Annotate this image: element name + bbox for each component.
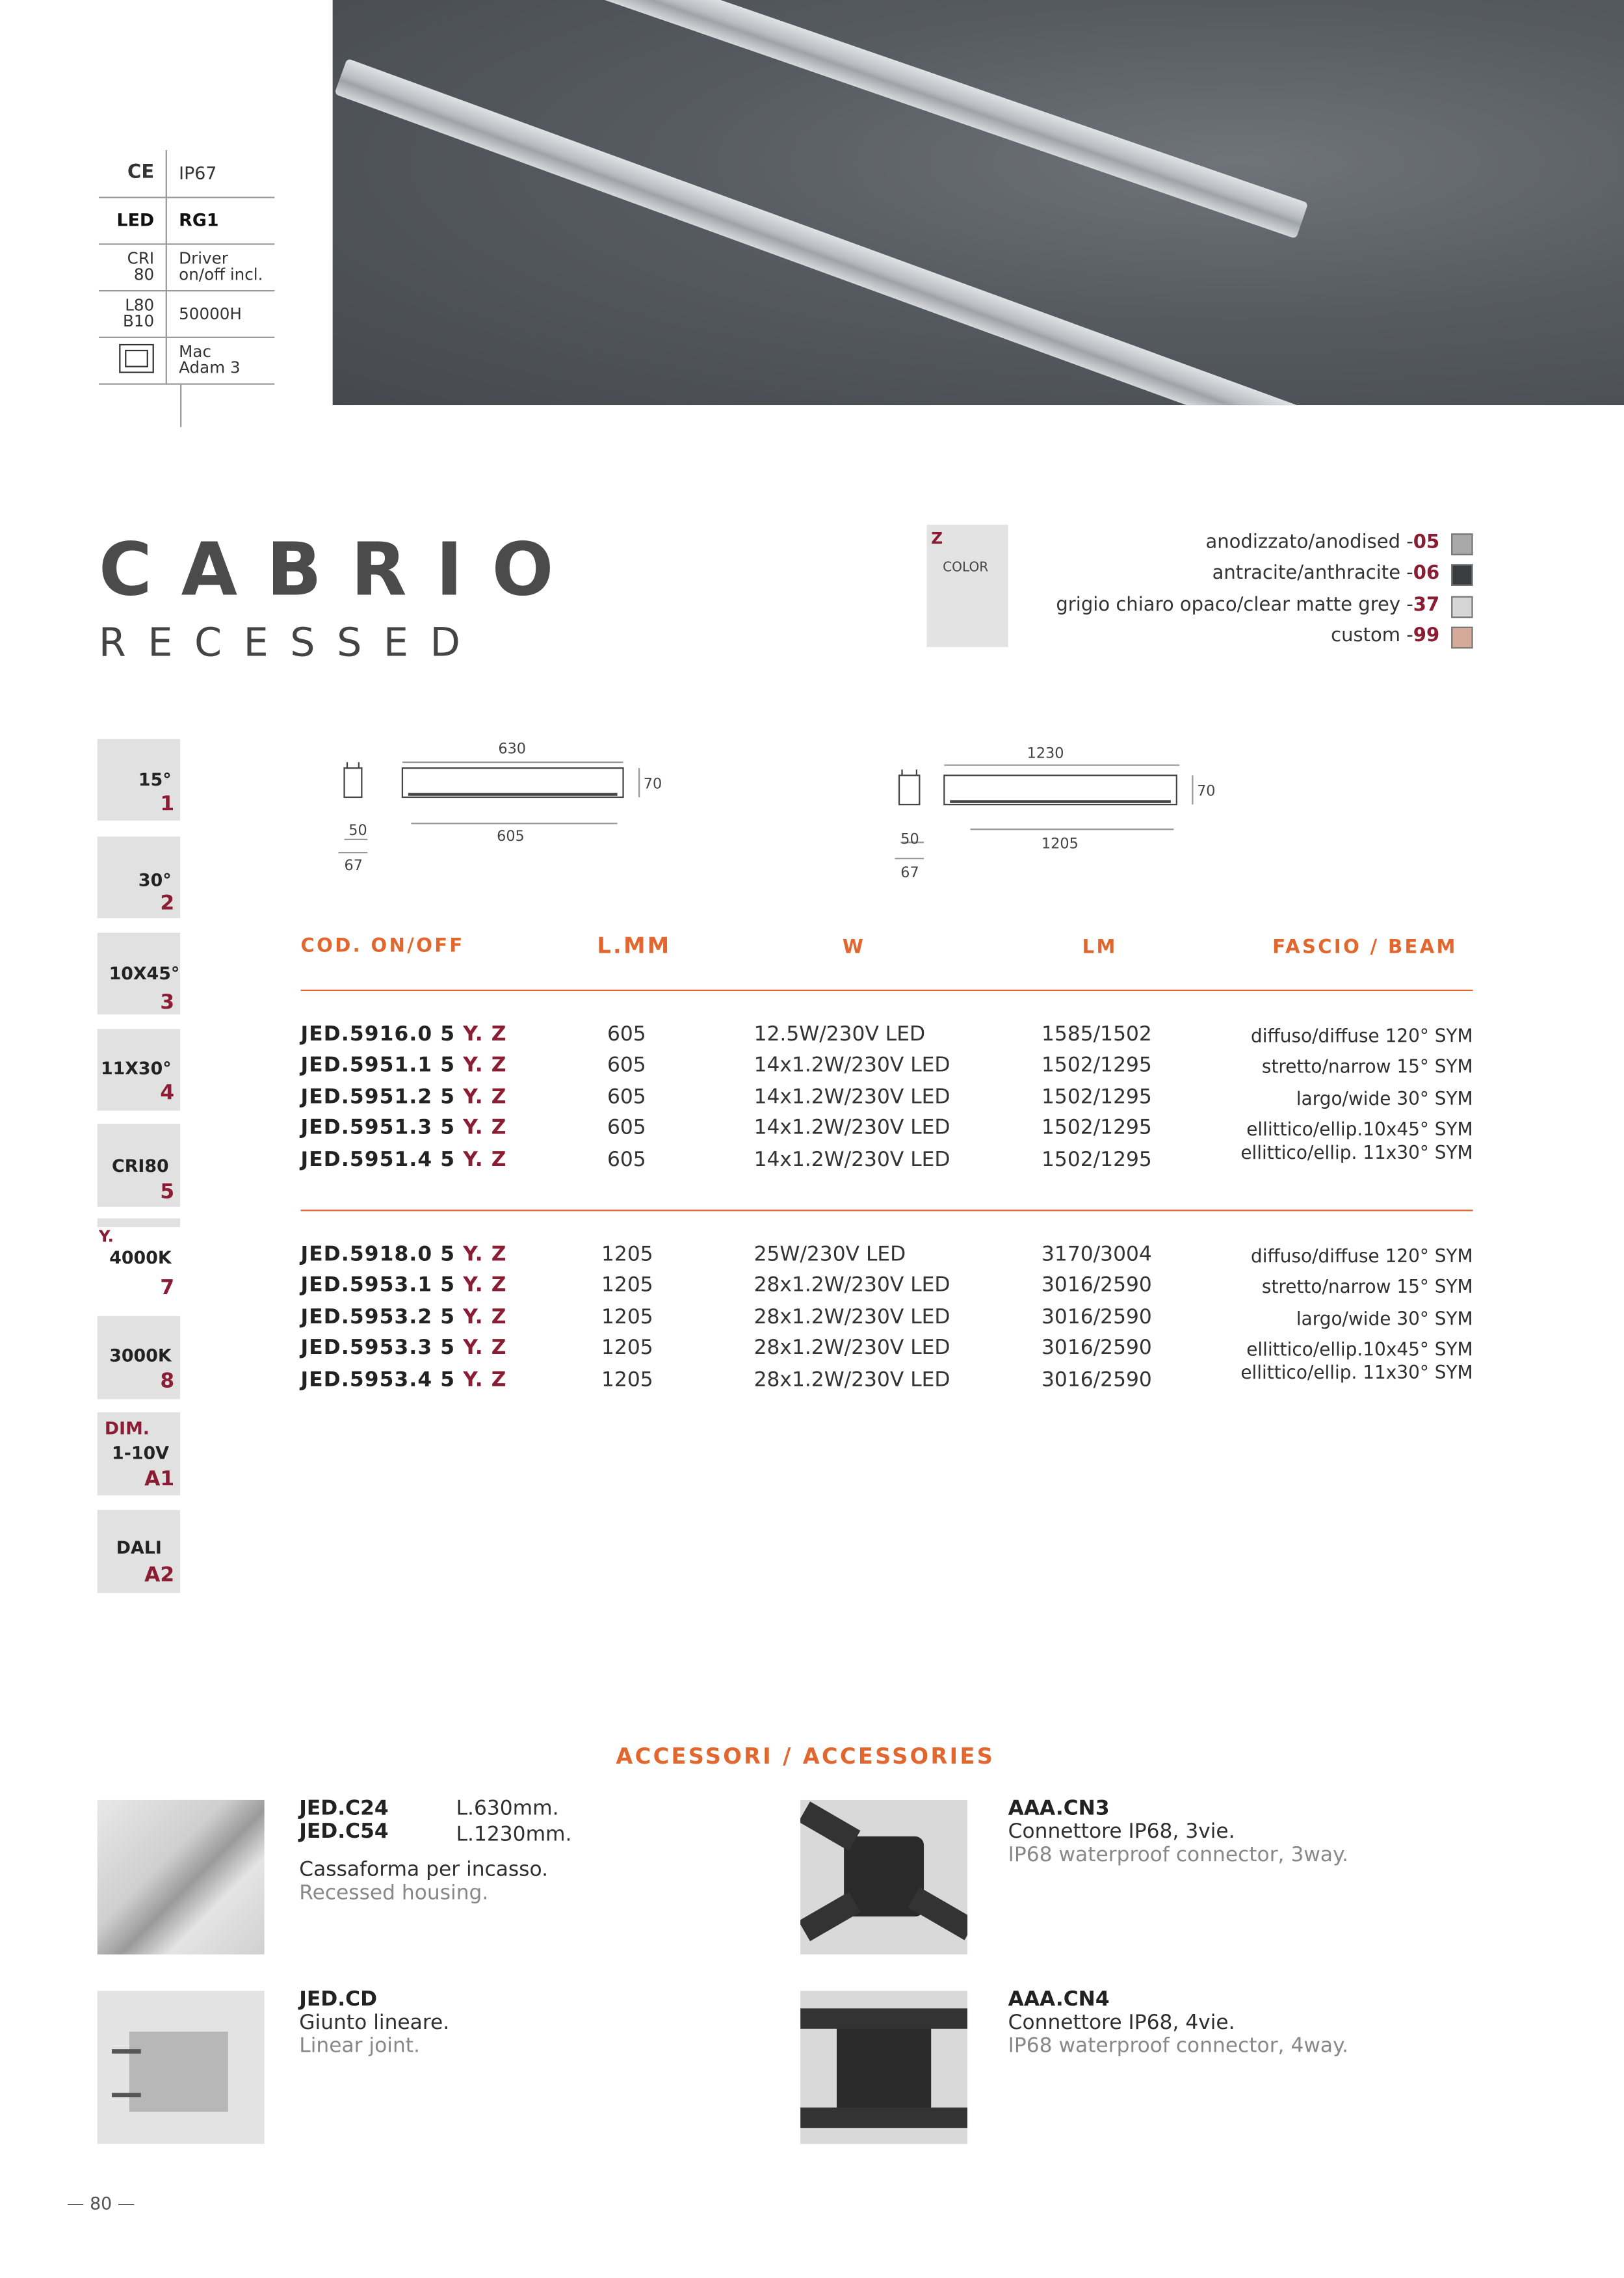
certification-table: CE IP67 LED RG1 CRI 80 Driver on/off incl. L80 B10 50000H Mac Adam 3 bbox=[99, 150, 274, 384]
ce-mark-icon: CE bbox=[99, 150, 166, 197]
option-10x45: 10X45° 3 bbox=[98, 933, 180, 1014]
product-title: CABRIO bbox=[98, 527, 583, 613]
color-box: Z COLOR bbox=[927, 525, 1008, 647]
header-divider bbox=[301, 990, 1473, 991]
finish-05: anodizzato/anodised -05 bbox=[1205, 532, 1439, 554]
header-length: L.MM bbox=[597, 933, 672, 959]
svg-text:630: 630 bbox=[498, 740, 527, 758]
drawing-1230 bbox=[883, 741, 1231, 886]
finish-37: grigio chiaro opaco/clear matte grey -37 bbox=[1056, 594, 1439, 616]
svg-text:70: 70 bbox=[643, 775, 662, 793]
swatch bbox=[1451, 533, 1473, 555]
swatch bbox=[1451, 627, 1473, 649]
accessory-housing: JED.C24 L.630mm. JED.C54 L.1230mm. Cassaforma per incasso. Recessed housing. bbox=[299, 1797, 572, 1905]
accessory-connector-4way: AAA.CN4 Connettore IP68, 4vie. IP68 waterproof connector, 4way. bbox=[1008, 1988, 1349, 2058]
finish-06: antracite/anthracite -06 bbox=[1212, 563, 1440, 585]
swatch bbox=[1451, 564, 1473, 586]
product-subtitle: RECESSED bbox=[98, 620, 482, 667]
recessed-housing-image bbox=[98, 1800, 265, 1955]
svg-text:70: 70 bbox=[1197, 782, 1216, 800]
svg-text:605: 605 bbox=[497, 828, 525, 845]
swatch bbox=[1451, 596, 1473, 618]
svg-text:1230: 1230 bbox=[1027, 745, 1064, 762]
catalog-page: CE IP67 LED RG1 CRI 80 Driver on/off incl. L80 B10 50000H Mac Adam 3 CABRIO RECESSED Z COLOR anodizzato/anodised -05 antracite/anthracite -06 grigio chiaro opaco/clear matte grey -37 custom -99 15° 1 30° 2 10X45° 3 11X30° 4 CRI80 5 Y. 4000K 7 3000K 8 DIM. 1-10V A1 DALI A2 630 605 70 50 67 1230 1205 70 50 67 COD. ON/OFF L.MM W LM FASCIO / BEAM JED.5916.0 5 Y. Z 605 12.5W/230V LED 1585/1502 diffuso/diffuse 120° SYM JED.5951.1 5 Y. Z 605 14x1.2W/230V LED 1502/1295 stretto/narrow 15° SYM JED.5951.2 5 Y. Z 605 14x1.2W/230V LED 1502/1295 largo/wide 30° SYM JED.5951.3 5 Y. Z 605 14x1.2W/230V LED 1502/1295 ellittico/ellip.10x45° SYM JED.5951.4 5 Y. Z 605 14x1.2W/230V LED 1502/1295 ellittico/ellip. 11x30° SYM JED.5918.0 5 Y. Z 1205 25W/230V LED 3170/3004 diffuso/diffuse 120° SYM JED.5953.1 5 Y. Z 1205 28x1.2W/230V LED 3016/2590 stretto/narrow 15° SYM JED.5953.2 5 Y. Z 1205 28x1.2W/230V LED 3016/2590 largo/wide 30° SYM JED.5953.3 5 Y. Z 1205 28x1.2W/230V LED 3016/2590 ellittico/ellip.10x45° SYM JED.5953.4 5 Y. Z 1205 28x1.2W/230V LED 3016/2590 ellittico/ellip. 11x30° SYM ACCESSORI / ACCESSORIES JED.C24 L.630mm. JED.C54 L.1230mm. Cassaforma per incasso. Recessed housing. AAA.CN3 Connettore IP68, 3vie. IP68 waterproof connector, 3way. JED.CD Giunto lineare. Linear joint. AAA.CN4 Connettore IP68, 4vie. IP68 waterproof connector, 4way. — 80 — bbox=[0, 0, 1624, 2278]
accessory-connector-3way: AAA.CN3 Connettore IP68, 3vie. IP68 waterproof connector, 3way. bbox=[1008, 1797, 1349, 1867]
svg-text:50: 50 bbox=[348, 822, 367, 840]
drawing-630 bbox=[327, 736, 675, 882]
option-3000k: 3000K 8 bbox=[98, 1316, 180, 1399]
svg-text:67: 67 bbox=[900, 864, 919, 882]
accessory-linear-joint: JED.CD Giunto lineare. Linear joint. bbox=[299, 1988, 450, 2058]
connector-3way-image bbox=[800, 1800, 967, 1955]
option-dali: DALI A2 bbox=[98, 1510, 180, 1593]
header-code: COD. ON/OFF bbox=[300, 935, 465, 958]
option-dim-1-10v: DIM. 1-10V A1 bbox=[98, 1412, 180, 1496]
finish-99: custom -99 bbox=[1331, 625, 1439, 647]
connector-4way-image bbox=[800, 1991, 967, 2143]
option-30deg: 30° 2 bbox=[98, 836, 180, 918]
group-divider bbox=[301, 1210, 1473, 1211]
option-4000k: Y. 4000K 7 bbox=[98, 1219, 180, 1302]
mac-adam-icon bbox=[99, 337, 166, 384]
header-beam: FASCIO / BEAM bbox=[1272, 937, 1458, 959]
option-cri80: CRI80 5 bbox=[98, 1124, 180, 1207]
svg-text:50: 50 bbox=[900, 830, 919, 848]
accessories-heading: ACCESSORI / ACCESSORIES bbox=[616, 1743, 995, 1769]
svg-text:1205: 1205 bbox=[1041, 835, 1079, 853]
product-photo bbox=[333, 0, 1624, 405]
linear-joint-image bbox=[98, 1991, 265, 2143]
page-number: — 80 — bbox=[66, 2193, 135, 2214]
option-15deg: 15° 1 bbox=[98, 739, 180, 821]
option-11x30: 11X30° 4 bbox=[98, 1029, 180, 1111]
svg-text:67: 67 bbox=[344, 856, 363, 875]
header-lumen: LM bbox=[1082, 937, 1118, 959]
header-watt: W bbox=[842, 937, 866, 959]
